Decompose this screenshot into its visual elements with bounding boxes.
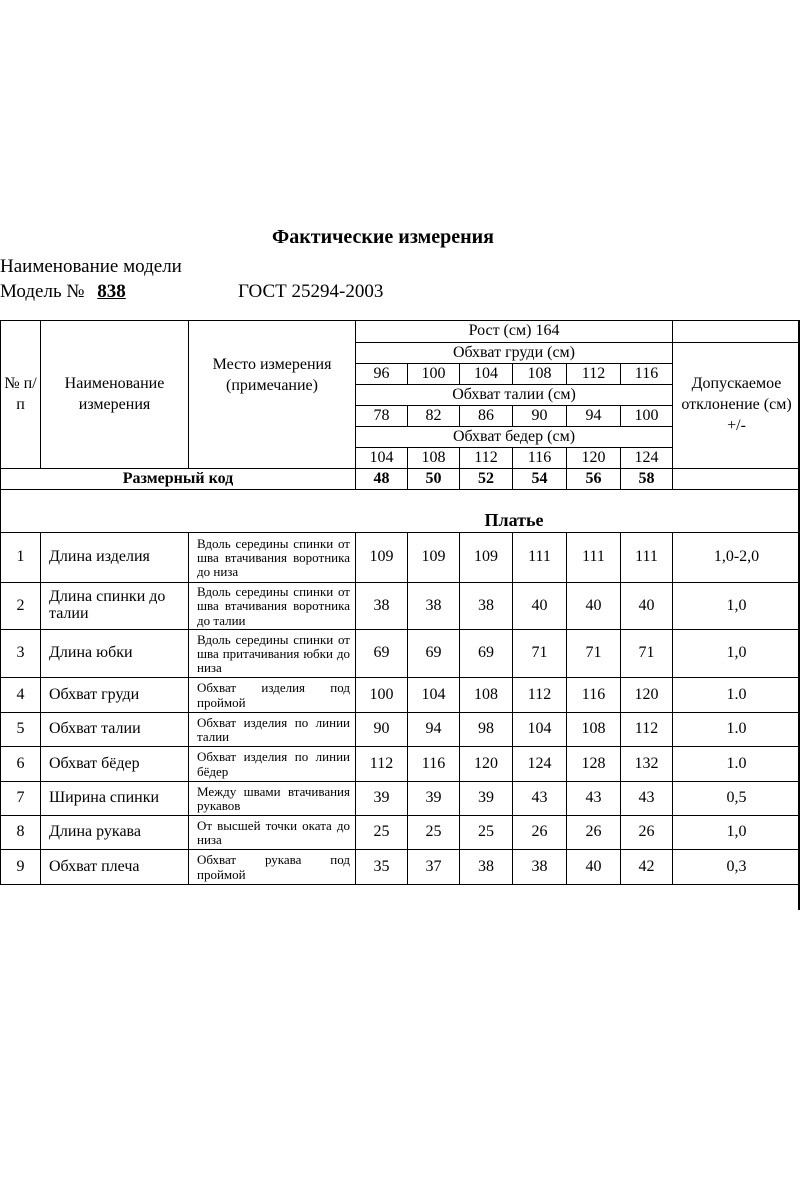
row-name: Обхват талии (41, 713, 189, 747)
row-note: Обхват изделия по линии бёдер (189, 747, 356, 782)
row-value: 120 (621, 678, 673, 713)
size-code-blank (673, 469, 800, 490)
row-note: Обхват рукава под проймой (189, 850, 356, 885)
row-value: 26 (621, 816, 673, 850)
row-value: 132 (621, 747, 673, 782)
row-note: Обхват изделия под проймой (189, 678, 356, 713)
header-tolerance: Допускаемое отклонение (см) +/- (673, 343, 800, 469)
row-value: 69 (460, 630, 513, 678)
table-row (1, 630, 800, 678)
row-number: 6 (1, 747, 41, 782)
waist-value: 94 (567, 406, 621, 427)
row-number: 2 (1, 583, 41, 630)
row-value: 37 (408, 850, 460, 885)
hips-value: 116 (513, 448, 567, 469)
table-row (1, 713, 800, 747)
row-value: 71 (567, 630, 621, 678)
row-number: 3 (1, 630, 41, 678)
row-value: 104 (513, 713, 567, 747)
header-num: № п/п (1, 321, 41, 469)
row-value: 40 (513, 583, 567, 630)
section-title: Платье (356, 490, 673, 533)
model-name-label: Наименование модели (0, 256, 182, 277)
size-code-value: 48 (356, 469, 408, 490)
hips-value: 104 (356, 448, 408, 469)
row-name: Длина юбки (41, 630, 189, 678)
row-tolerance: 1.0 (673, 678, 800, 713)
waist-value: 86 (460, 406, 513, 427)
row-value: 111 (621, 533, 673, 583)
table-row (1, 782, 800, 816)
measurement-rows (1, 533, 800, 885)
hips-value: 112 (460, 448, 513, 469)
gost-standard: ГОСТ 25294-2003 (238, 281, 384, 302)
chest-value: 96 (356, 364, 408, 385)
row-value: 26 (513, 816, 567, 850)
row-name: Обхват плеча (41, 850, 189, 885)
row-value: 71 (621, 630, 673, 678)
table-row (1, 583, 800, 630)
size-code-value: 56 (567, 469, 621, 490)
row-number: 9 (1, 850, 41, 885)
table-row (1, 533, 800, 583)
row-value: 128 (567, 747, 621, 782)
row-number: 7 (1, 782, 41, 816)
row-value: 43 (621, 782, 673, 816)
size-code-value: 58 (621, 469, 673, 490)
row-value: 38 (460, 850, 513, 885)
row-value: 112 (356, 747, 408, 782)
waist-value: 100 (621, 406, 673, 427)
size-code-label: Размерный код (1, 469, 356, 490)
row-value: 69 (356, 630, 408, 678)
row-value: 69 (408, 630, 460, 678)
row-value: 26 (567, 816, 621, 850)
measurements-table (0, 320, 800, 885)
row-value: 35 (356, 850, 408, 885)
row-note: Обхват изделия по линии талии (189, 713, 356, 747)
size-code-value: 54 (513, 469, 567, 490)
row-value: 112 (513, 678, 567, 713)
row-tolerance: 1,0 (673, 816, 800, 850)
row-value: 111 (567, 533, 621, 583)
row-tolerance: 0,5 (673, 782, 800, 816)
row-value: 25 (356, 816, 408, 850)
row-value: 98 (460, 713, 513, 747)
row-value: 25 (460, 816, 513, 850)
row-value: 43 (567, 782, 621, 816)
row-value: 94 (408, 713, 460, 747)
row-value: 38 (513, 850, 567, 885)
document-title: Фактические измерения (272, 226, 494, 248)
header-name: Наименование измерения (41, 321, 189, 469)
row-tolerance: 1.0 (673, 747, 800, 782)
model-label: Модель № (0, 281, 85, 302)
chest-value: 116 (621, 364, 673, 385)
row-value: 116 (408, 747, 460, 782)
row-value: 38 (408, 583, 460, 630)
header-waist: Обхват талии (см) (356, 385, 673, 406)
header-place: Место измерения (примечание) (189, 321, 356, 469)
row-value: 108 (567, 713, 621, 747)
chest-value: 104 (460, 364, 513, 385)
row-value: 39 (460, 782, 513, 816)
row-number: 4 (1, 678, 41, 713)
row-value: 109 (408, 533, 460, 583)
row-value: 43 (513, 782, 567, 816)
row-value: 38 (356, 583, 408, 630)
size-code-value: 52 (460, 469, 513, 490)
row-number: 8 (1, 816, 41, 850)
row-value: 108 (460, 678, 513, 713)
chest-value: 108 (513, 364, 567, 385)
row-value: 120 (460, 747, 513, 782)
row-tolerance: 1,0-2,0 (673, 533, 800, 583)
row-number: 5 (1, 713, 41, 747)
header-hips: Обхват бедер (см) (356, 427, 673, 448)
row-tolerance: 1.0 (673, 713, 800, 747)
table-row (1, 747, 800, 782)
row-value: 111 (513, 533, 567, 583)
row-tolerance: 1,0 (673, 630, 800, 678)
waist-value: 90 (513, 406, 567, 427)
hips-value: 124 (621, 448, 673, 469)
row-note: От высшей точки оката до низа (189, 816, 356, 850)
table-row (1, 678, 800, 713)
size-code-value: 50 (408, 469, 460, 490)
row-value: 39 (408, 782, 460, 816)
row-name: Длина спинки до талии (41, 583, 189, 630)
hips-value: 120 (567, 448, 621, 469)
row-note: Между швами втачивания рукавов (189, 782, 356, 816)
row-value: 124 (513, 747, 567, 782)
header-blank (673, 321, 800, 343)
chest-value: 100 (408, 364, 460, 385)
row-name: Ширина спинки (41, 782, 189, 816)
row-tolerance: 1,0 (673, 583, 800, 630)
row-value: 109 (356, 533, 408, 583)
row-name: Обхват бёдер (41, 747, 189, 782)
row-value: 40 (567, 850, 621, 885)
row-note: Вдоль середины спинки от шва притачивания юбки до низа (189, 630, 356, 678)
row-tolerance: 0,3 (673, 850, 800, 885)
row-name: Длина изделия (41, 533, 189, 583)
row-value: 38 (460, 583, 513, 630)
row-number: 1 (1, 533, 41, 583)
model-number: 838 (97, 281, 126, 302)
row-value: 104 (408, 678, 460, 713)
row-name: Обхват груди (41, 678, 189, 713)
model-number-line (0, 281, 138, 303)
waist-value: 78 (356, 406, 408, 427)
row-value: 112 (621, 713, 673, 747)
hips-value: 108 (408, 448, 460, 469)
header-height: Рост (см) 164 (356, 321, 673, 343)
row-value: 109 (460, 533, 513, 583)
table-row (1, 816, 800, 850)
row-value: 90 (356, 713, 408, 747)
row-name: Длина рукава (41, 816, 189, 850)
row-value: 116 (567, 678, 621, 713)
row-value: 42 (621, 850, 673, 885)
row-value: 25 (408, 816, 460, 850)
table-row (1, 850, 800, 885)
row-note: Вдоль середины спинки от шва втачивания воротника до низа (189, 533, 356, 583)
chest-value: 112 (567, 364, 621, 385)
row-value: 40 (567, 583, 621, 630)
header-chest: Обхват груди (см) (356, 343, 673, 364)
row-value: 100 (356, 678, 408, 713)
row-value: 39 (356, 782, 408, 816)
row-note: Вдоль середины спинки от шва втачивания воротника до талии (189, 583, 356, 630)
waist-value: 82 (408, 406, 460, 427)
row-value: 40 (621, 583, 673, 630)
row-value: 71 (513, 630, 567, 678)
